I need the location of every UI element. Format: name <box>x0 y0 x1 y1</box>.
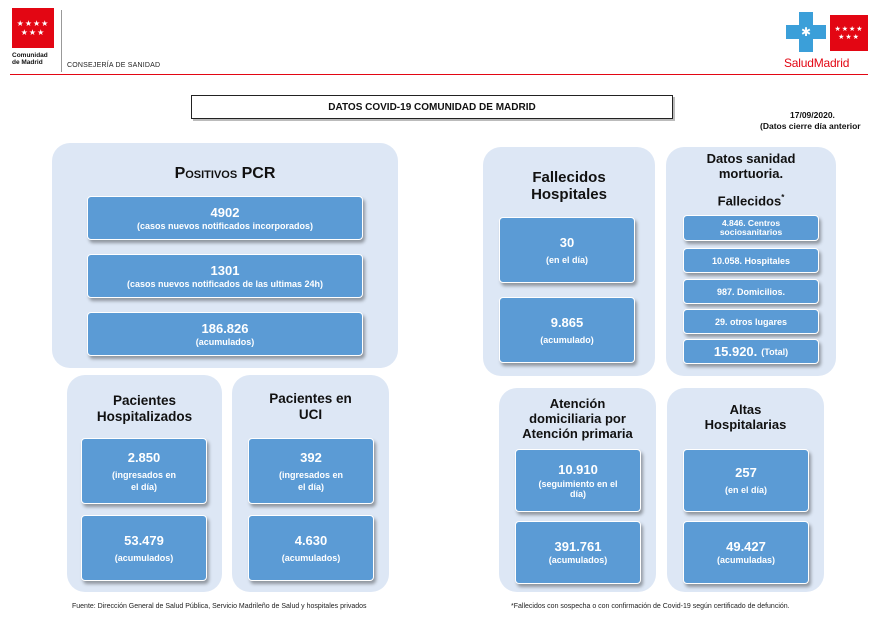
hospitalizados-title: Pacientes Hospitalizados <box>96 393 193 424</box>
positivos-card-acumulados: 186.826 (acumulados) <box>87 312 363 356</box>
mortuoria-item-sociosanitarios: 4.846. Centros sociosanitarios <box>683 215 819 241</box>
mortuoria-item-domicilios: 987. Domicilios. <box>683 279 819 304</box>
mortuoria-item-total: 15.920. (Total) <box>683 339 819 364</box>
report-date <box>760 110 879 132</box>
health-cross-icon: ✱ <box>786 12 826 52</box>
madrid-flag-icon: ★★★★ ★★★ <box>830 15 868 51</box>
comunidad-madrid-logo <box>12 8 54 66</box>
uci-panel <box>232 375 389 592</box>
uci-title: Pacientes en UCI <box>269 391 352 422</box>
atencion-card-acumulados: 391.761 (acumulados) <box>515 521 641 584</box>
salud-madrid-logo <box>786 12 870 72</box>
positivos-card-nuevos: 4902 (casos nuevos notificados incorporados) <box>87 196 363 240</box>
atencion-title: Atención domiciliaria por Atención primaria <box>522 396 633 441</box>
altas-card-dia: 257 (en el día) <box>683 449 809 512</box>
date-value: 17/09/2020. <box>790 110 835 120</box>
department-label: CONSEJERÍA DE SANIDAD <box>67 62 161 69</box>
header-rule <box>10 74 868 75</box>
positivos-title: Positivos PCR <box>174 165 276 182</box>
mortuoria-item-hospitales: 10.058. Hospitales <box>683 248 819 273</box>
mortuoria-subtitle: Fallecidos* <box>717 193 785 209</box>
logo-name: Comunidad de Madrid <box>12 52 48 66</box>
mortuoria-title: Datos sanidad mortuoria. <box>706 151 796 181</box>
hospitalizados-card-acumulados: 53.479 (acumulados) <box>81 515 207 581</box>
footer-note: *Fallecidos con sospecha o con confirmación de Covid-19 según certificado de defunción. <box>511 603 790 610</box>
mortuoria-item-otros: 29. otros lugares <box>683 309 819 334</box>
madrid-flag-icon: ★★★★ ★★★ <box>12 8 54 48</box>
hospitalizados-card-dia: 2.850 (ingresados en el día) <box>81 438 207 504</box>
altas-title: Altas Hospitalarias <box>704 402 787 432</box>
footer-source: Fuente: Dirección General de Salud Pública, Servicio Madrileño de Salud y hospitales privados <box>72 603 367 610</box>
hospitalizados-panel <box>67 375 222 592</box>
positivos-card-24h: 1301 (casos nuevos notificados de las ultimas 24h) <box>87 254 363 298</box>
mortuoria-panel <box>666 147 836 376</box>
fallecidos-card-acumulado: 9.865 (acumulado) <box>499 297 635 363</box>
fallecidos-card-dia: 30 (en el día) <box>499 217 635 283</box>
positivos-panel <box>52 143 398 368</box>
salud-madrid-wordmark: SaludMadrid <box>784 56 850 70</box>
fallecidos-title: Fallecidos Hospitales <box>531 169 607 203</box>
altas-panel <box>667 388 824 592</box>
atencion-card-dia: 10.910 (seguimiento en el día) <box>515 449 641 512</box>
altas-card-acumuladas: 49.427 (acumuladas) <box>683 521 809 584</box>
page-title: DATOS COVID-19 COMUNIDAD DE MADRID <box>191 95 673 119</box>
fallecidos-panel <box>483 147 655 376</box>
atencion-panel <box>499 388 656 592</box>
header-divider <box>61 10 62 72</box>
uci-card-dia: 392 (ingresados en el día) <box>248 438 374 504</box>
uci-card-acumulados: 4.630 (acumulados) <box>248 515 374 581</box>
date-note: (Datos cierre día anterior <box>760 121 861 131</box>
